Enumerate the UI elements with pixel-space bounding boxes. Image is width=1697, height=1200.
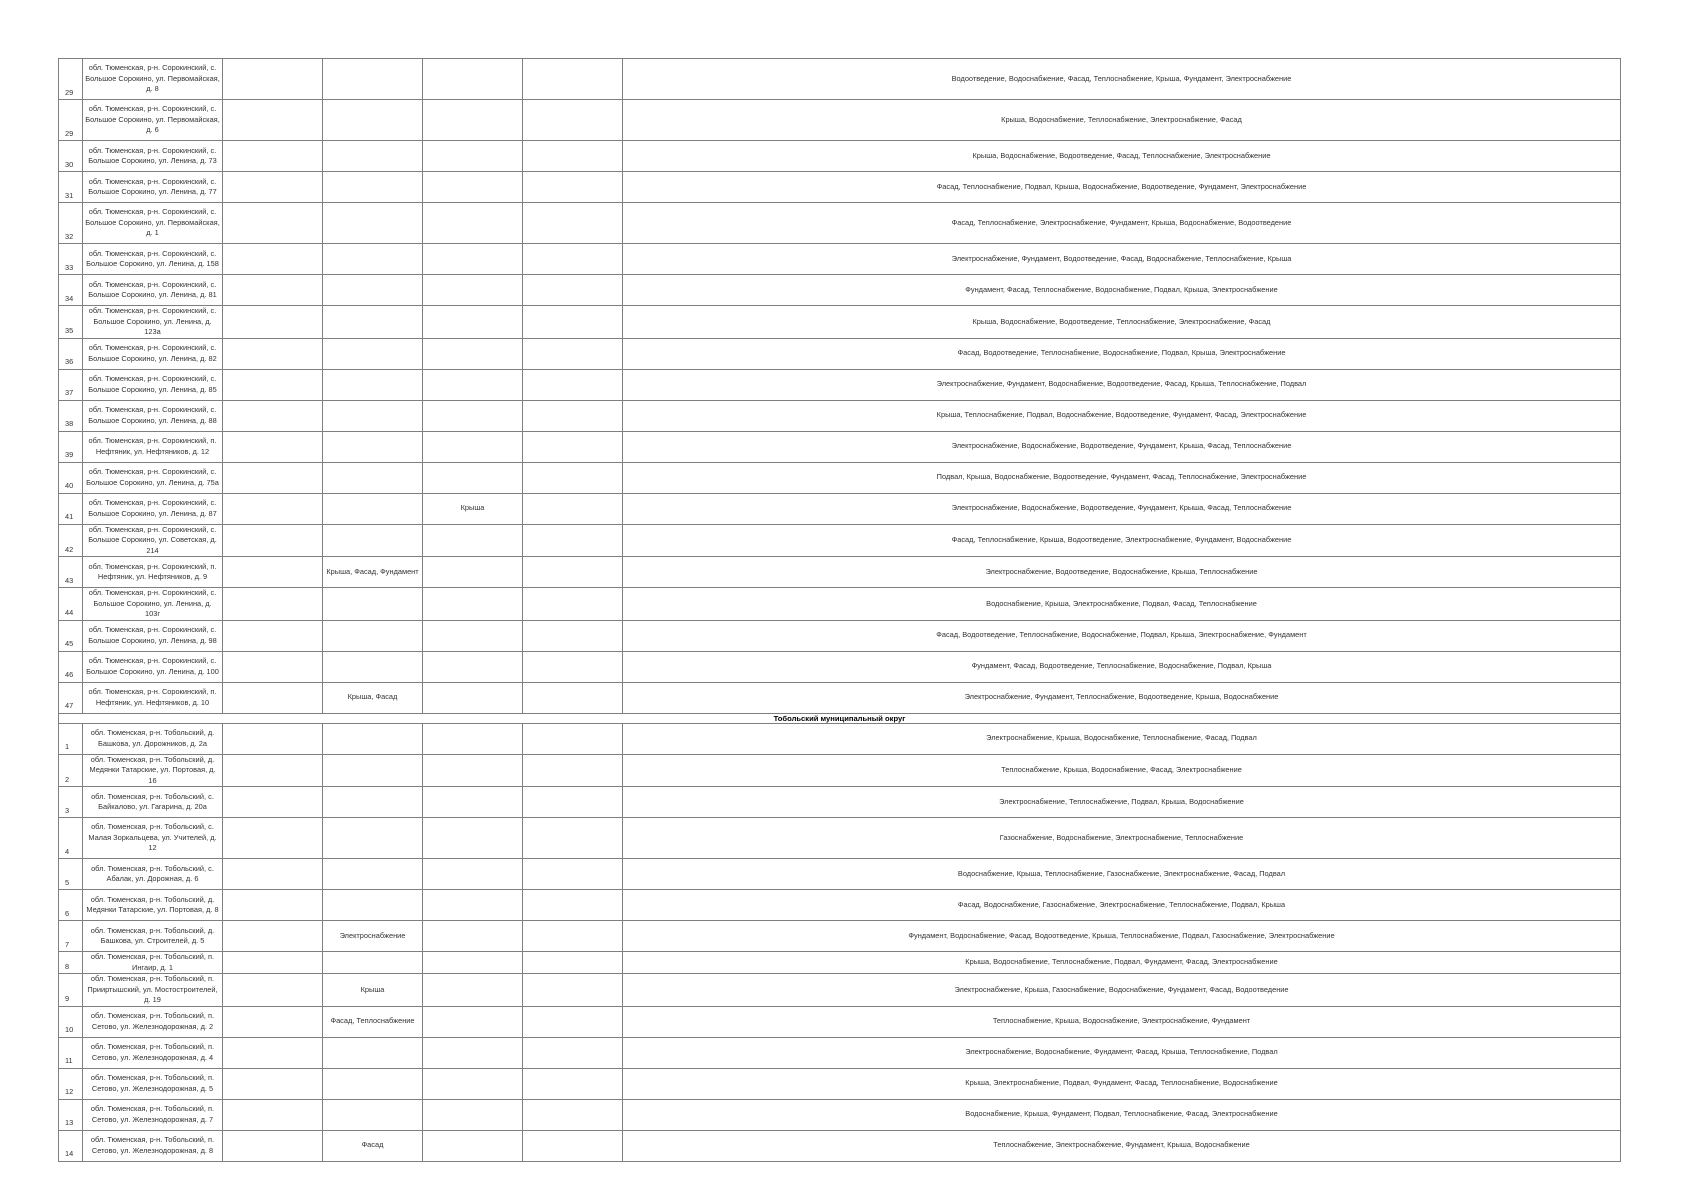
column-5-cell [423, 275, 523, 306]
column-6-cell [523, 431, 623, 462]
column-5-cell [423, 100, 523, 141]
works-list-cell: Крыша, Водоснабжение, Водоотведение, Фасад, Теплоснабжение, Электроснабжение [623, 141, 1621, 172]
table-row [59, 754, 1621, 787]
row-number-cell: 13 [59, 1099, 83, 1130]
column-5-cell [423, 431, 523, 462]
address-cell: обл. Тюменская, р-н. Сорокинский, с. Большое Сорокино, ул. Ленина, д. 98 [83, 620, 223, 651]
column-4-cell [323, 890, 423, 921]
column-4-cell [323, 723, 423, 754]
row-number-cell: 31 [59, 172, 83, 203]
column-6-cell [523, 59, 623, 100]
column-4-cell: Крыша [323, 974, 423, 1007]
column-5-cell [423, 818, 523, 859]
column-5-cell [423, 588, 523, 621]
table-row [59, 890, 1621, 921]
column-6-cell [523, 493, 623, 524]
column-6-cell [523, 952, 623, 974]
works-list-cell: Фундамент, Фасад, Теплоснабжение, Водоснабжение, Подвал, Крыша, Электроснабжение [623, 275, 1621, 306]
works-list-cell: Электроснабжение, Водоснабжение, Водоотведение, Фундамент, Крыша, Фасад, Теплоснабжение [623, 431, 1621, 462]
row-number-cell: 42 [59, 524, 83, 557]
column-4-cell [323, 100, 423, 141]
column-5-cell [423, 952, 523, 974]
column-3-cell [223, 1130, 323, 1161]
column-6-cell [523, 890, 623, 921]
column-6-cell [523, 203, 623, 244]
works-list-cell: Электроснабжение, Крыша, Газоснабжение, Водоснабжение, Фундамент, Фасад, Водоотведение [623, 974, 1621, 1007]
column-6-cell [523, 1099, 623, 1130]
column-4-cell [323, 400, 423, 431]
column-4-cell [323, 1068, 423, 1099]
works-list-cell: Фундамент, Водоснабжение, Фасад, Водоотведение, Крыша, Теплоснабжение, Подвал, Газоснабжение, Электроснабжение [623, 921, 1621, 952]
column-4-cell [323, 818, 423, 859]
column-6-cell [523, 974, 623, 1007]
works-list-cell: Электроснабжение, Фундамент, Теплоснабжение, Водоотведение, Крыша, Водоснабжение [623, 682, 1621, 713]
address-cell: обл. Тюменская, р-н. Тобольский, п. Сетово, ул. Железнодорожная, д. 4 [83, 1037, 223, 1068]
works-list-cell: Газоснабжение, Водоснабжение, Электроснабжение, Теплоснабжение [623, 818, 1621, 859]
address-cell: обл. Тюменская, р-н. Сорокинский, с. Большое Сорокино, ул. Первомайская, д. 1 [83, 203, 223, 244]
column-5-cell [423, 369, 523, 400]
table-row [59, 651, 1621, 682]
row-number-cell: 32 [59, 203, 83, 244]
row-number-cell: 36 [59, 338, 83, 369]
column-3-cell [223, 524, 323, 557]
column-4-cell: Крыша, Фасад [323, 682, 423, 713]
address-cell: обл. Тюменская, р-н. Сорокинский, с. Большое Сорокино, ул. Ленина, д. 81 [83, 275, 223, 306]
address-cell: обл. Тюменская, р-н. Сорокинский, с. Большое Сорокино, ул. Ленина, д. 73 [83, 141, 223, 172]
table-row [59, 620, 1621, 651]
column-6-cell [523, 1130, 623, 1161]
column-3-cell [223, 275, 323, 306]
column-6-cell [523, 275, 623, 306]
column-5-cell [423, 557, 523, 588]
address-cell: обл. Тюменская, р-н. Тобольский, д. Медянки Татарские, ул. Портовая, д. 16 [83, 754, 223, 787]
column-3-cell [223, 306, 323, 339]
table-row [59, 431, 1621, 462]
table-row [59, 338, 1621, 369]
table-row [59, 59, 1621, 100]
column-6-cell [523, 172, 623, 203]
address-cell: обл. Тюменская, р-н. Тобольский, п. Сетово, ул. Железнодорожная, д. 5 [83, 1068, 223, 1099]
column-3-cell [223, 493, 323, 524]
column-5-cell: Крыша [423, 493, 523, 524]
column-3-cell [223, 818, 323, 859]
column-5-cell [423, 651, 523, 682]
column-6-cell [523, 338, 623, 369]
column-4-cell [323, 651, 423, 682]
row-number-cell: 29 [59, 59, 83, 100]
works-list-cell: Фасад, Водоснабжение, Газоснабжение, Электроснабжение, Теплоснабжение, Подвал, Крыша [623, 890, 1621, 921]
works-list-cell: Электроснабжение, Водоснабжение, Фундамент, Фасад, Крыша, Теплоснабжение, Подвал [623, 1037, 1621, 1068]
column-5-cell [423, 59, 523, 100]
column-6-cell [523, 1068, 623, 1099]
row-number-cell: 44 [59, 588, 83, 621]
column-3-cell [223, 1099, 323, 1130]
table-row [59, 369, 1621, 400]
works-list-cell: Крыша, Теплоснабжение, Подвал, Водоснабжение, Водоотведение, Фундамент, Фасад, Электроснабжение [623, 400, 1621, 431]
row-number-cell: 38 [59, 400, 83, 431]
row-number-cell: 33 [59, 244, 83, 275]
row-number-cell: 8 [59, 952, 83, 974]
column-5-cell [423, 338, 523, 369]
table-row [59, 100, 1621, 141]
column-5-cell [423, 890, 523, 921]
column-4-cell [323, 524, 423, 557]
column-3-cell [223, 890, 323, 921]
column-6-cell [523, 651, 623, 682]
works-list-cell: Теплоснабжение, Крыша, Водоснабжение, Фасад, Электроснабжение [623, 754, 1621, 787]
column-5-cell [423, 754, 523, 787]
address-cell: обл. Тюменская, р-н. Тобольский, п. Сетово, ул. Железнодорожная, д. 7 [83, 1099, 223, 1130]
column-4-cell [323, 787, 423, 818]
column-4-cell: Крыша, Фасад, Фундамент [323, 557, 423, 588]
column-4-cell [323, 431, 423, 462]
column-4-cell [323, 244, 423, 275]
column-3-cell [223, 651, 323, 682]
table-row [59, 493, 1621, 524]
table-row [59, 974, 1621, 1007]
row-number-cell: 30 [59, 141, 83, 172]
column-3-cell [223, 369, 323, 400]
row-number-cell: 14 [59, 1130, 83, 1161]
column-5-cell [423, 723, 523, 754]
address-cell: обл. Тюменская, р-н. Сорокинский, с. Большое Сорокино, ул. Первомайская, д. 8 [83, 59, 223, 100]
table-row [59, 818, 1621, 859]
table-body [59, 59, 1621, 1162]
column-4-cell [323, 369, 423, 400]
works-list-cell: Крыша, Водоснабжение, Водоотведение, Теплоснабжение, Электроснабжение, Фасад [623, 306, 1621, 339]
row-number-cell: 47 [59, 682, 83, 713]
row-number-cell: 10 [59, 1006, 83, 1037]
table-row [59, 1006, 1621, 1037]
table-row [59, 275, 1621, 306]
column-6-cell [523, 787, 623, 818]
works-list-cell: Водоснабжение, Крыша, Электроснабжение, Подвал, Фасад, Теплоснабжение [623, 588, 1621, 621]
table-row [59, 921, 1621, 952]
column-4-cell [323, 172, 423, 203]
works-list-cell: Водоотведение, Водоснабжение, Фасад, Теплоснабжение, Крыша, Фундамент, Электроснабжение [623, 59, 1621, 100]
works-list-cell: Фасад, Теплоснабжение, Подвал, Крыша, Водоснабжение, Водоотведение, Фундамент, Электроснабжение [623, 172, 1621, 203]
works-list-cell: Электроснабжение, Водоотведение, Водоснабжение, Крыша, Теплоснабжение [623, 557, 1621, 588]
column-6-cell [523, 859, 623, 890]
column-6-cell [523, 557, 623, 588]
works-list-cell: Электроснабжение, Теплоснабжение, Подвал, Крыша, Водоснабжение [623, 787, 1621, 818]
column-6-cell [523, 818, 623, 859]
table-row [59, 859, 1621, 890]
column-6-cell [523, 524, 623, 557]
address-cell: обл. Тюменская, р-н. Сорокинский, с. Большое Сорокино, ул. Ленина, д. 158 [83, 244, 223, 275]
address-cell: обл. Тюменская, р-н. Тобольский, с. Абалак, ул. Дорожная, д. 6 [83, 859, 223, 890]
column-3-cell [223, 952, 323, 974]
column-4-cell [323, 462, 423, 493]
works-list-cell: Крыша, Водоснабжение, Теплоснабжение, Подвал, Фундамент, Фасад, Электроснабжение [623, 952, 1621, 974]
column-3-cell [223, 1006, 323, 1037]
column-4-cell: Фасад [323, 1130, 423, 1161]
column-4-cell [323, 203, 423, 244]
table-row [59, 723, 1621, 754]
column-4-cell [323, 275, 423, 306]
column-6-cell [523, 682, 623, 713]
column-3-cell [223, 787, 323, 818]
column-5-cell [423, 1006, 523, 1037]
table-row [59, 462, 1621, 493]
row-number-cell: 37 [59, 369, 83, 400]
column-3-cell [223, 462, 323, 493]
column-6-cell [523, 100, 623, 141]
column-5-cell [423, 787, 523, 818]
works-list-cell: Теплоснабжение, Электроснабжение, Фундамент, Крыша, Водоснабжение [623, 1130, 1621, 1161]
address-cell: обл. Тюменская, р-н. Тобольский, д. Башкова, ул. Строителей, д. 5 [83, 921, 223, 952]
column-5-cell [423, 462, 523, 493]
row-number-cell: 43 [59, 557, 83, 588]
column-3-cell [223, 754, 323, 787]
column-3-cell [223, 620, 323, 651]
address-cell: обл. Тюменская, р-н. Тобольский, п. Ингаир, д. 1 [83, 952, 223, 974]
works-list-cell: Электроснабжение, Фундамент, Водоснабжение, Водоотведение, Фасад, Крыша, Теплоснабжение, Подвал [623, 369, 1621, 400]
address-cell: обл. Тюменская, р-н. Сорокинский, п. Нефтяник, ул. Нефтяников, д. 10 [83, 682, 223, 713]
address-cell: обл. Тюменская, р-н. Сорокинский, п. Нефтяник, ул. Нефтяников, д. 9 [83, 557, 223, 588]
section-row [59, 713, 1621, 723]
column-6-cell [523, 921, 623, 952]
works-list-cell: Водоснабжение, Крыша, Фундамент, Подвал, Теплоснабжение, Фасад, Электроснабжение [623, 1099, 1621, 1130]
column-4-cell [323, 1037, 423, 1068]
table-row [59, 1099, 1621, 1130]
row-number-cell: 6 [59, 890, 83, 921]
row-number-cell: 2 [59, 754, 83, 787]
table-row [59, 952, 1621, 974]
address-cell: обл. Тюменская, р-н. Тобольский, с. Малая Зоркальцева, ул. Учителей, д. 12 [83, 818, 223, 859]
column-4-cell [323, 588, 423, 621]
row-number-cell: 3 [59, 787, 83, 818]
column-6-cell [523, 400, 623, 431]
column-4-cell [323, 620, 423, 651]
column-5-cell [423, 1099, 523, 1130]
column-3-cell [223, 1068, 323, 1099]
column-4-cell [323, 338, 423, 369]
row-number-cell: 35 [59, 306, 83, 339]
column-3-cell [223, 1037, 323, 1068]
column-6-cell [523, 1037, 623, 1068]
column-3-cell [223, 172, 323, 203]
works-list-cell: Крыша, Водоснабжение, Теплоснабжение, Электроснабжение, Фасад [623, 100, 1621, 141]
column-5-cell [423, 203, 523, 244]
address-cell: обл. Тюменская, р-н. Сорокинский, с. Большое Сорокино, ул. Ленина, д. 77 [83, 172, 223, 203]
column-3-cell [223, 974, 323, 1007]
works-list-cell: Электроснабжение, Крыша, Водоснабжение, Теплоснабжение, Фасад, Подвал [623, 723, 1621, 754]
column-6-cell [523, 588, 623, 621]
column-3-cell [223, 338, 323, 369]
works-list-cell: Фасад, Теплоснабжение, Электроснабжение, Фундамент, Крыша, Водоснабжение, Водоотведение [623, 203, 1621, 244]
row-number-cell: 41 [59, 493, 83, 524]
table-row [59, 787, 1621, 818]
table-row [59, 1037, 1621, 1068]
column-5-cell [423, 682, 523, 713]
row-number-cell: 9 [59, 974, 83, 1007]
column-5-cell [423, 1068, 523, 1099]
column-6-cell [523, 244, 623, 275]
column-3-cell [223, 141, 323, 172]
works-list-cell: Фасад, Водоотведение, Теплоснабжение, Водоснабжение, Подвал, Крыша, Электроснабжение, Фундамент [623, 620, 1621, 651]
column-6-cell [523, 462, 623, 493]
address-cell: обл. Тюменская, р-н. Сорокинский, п. Нефтяник, ул. Нефтяников, д. 12 [83, 431, 223, 462]
column-4-cell [323, 859, 423, 890]
row-number-cell: 46 [59, 651, 83, 682]
address-cell: обл. Тюменская, р-н. Сорокинский, с. Большое Сорокино, ул. Ленина, д. 75а [83, 462, 223, 493]
column-4-cell [323, 141, 423, 172]
table-row [59, 682, 1621, 713]
column-3-cell [223, 244, 323, 275]
column-5-cell [423, 1037, 523, 1068]
column-3-cell [223, 100, 323, 141]
column-6-cell [523, 369, 623, 400]
address-cell: обл. Тюменская, р-н. Сорокинский, с. Большое Сорокино, ул. Ленина, д. 82 [83, 338, 223, 369]
column-5-cell [423, 921, 523, 952]
column-3-cell [223, 921, 323, 952]
column-6-cell [523, 141, 623, 172]
section-title: Тобольский муниципальный округ [59, 713, 1621, 723]
column-3-cell [223, 203, 323, 244]
table-row [59, 141, 1621, 172]
table-row [59, 1068, 1621, 1099]
row-number-cell: 5 [59, 859, 83, 890]
column-3-cell [223, 859, 323, 890]
address-cell: обл. Тюменская, р-н. Тобольский, п. Прииртышский, ул. Мостостроителей, д. 19 [83, 974, 223, 1007]
row-number-cell: 40 [59, 462, 83, 493]
column-3-cell [223, 557, 323, 588]
column-4-cell [323, 306, 423, 339]
column-5-cell [423, 524, 523, 557]
address-cell: обл. Тюменская, р-н. Тобольский, п. Сетово, ул. Железнодорожная, д. 8 [83, 1130, 223, 1161]
column-4-cell [323, 493, 423, 524]
table-row [59, 172, 1621, 203]
row-number-cell: 45 [59, 620, 83, 651]
column-5-cell [423, 1130, 523, 1161]
works-list-cell: Электроснабжение, Водоснабжение, Водоотведение, Фундамент, Крыша, Фасад, Теплоснабжение [623, 493, 1621, 524]
address-cell: обл. Тюменская, р-н. Тобольский, п. Сетово, ул. Железнодорожная, д. 2 [83, 1006, 223, 1037]
table-row [59, 588, 1621, 621]
address-cell: обл. Тюменская, р-н. Тобольский, д. Медянки Татарские, ул. Портовая, д. 8 [83, 890, 223, 921]
column-4-cell: Фасад, Теплоснабжение [323, 1006, 423, 1037]
column-5-cell [423, 974, 523, 1007]
row-number-cell: 12 [59, 1068, 83, 1099]
column-6-cell [523, 1006, 623, 1037]
row-number-cell: 7 [59, 921, 83, 952]
column-3-cell [223, 682, 323, 713]
works-list-cell: Теплоснабжение, Крыша, Водоснабжение, Электроснабжение, Фундамент [623, 1006, 1621, 1037]
works-list-cell: Электроснабжение, Фундамент, Водоотведение, Фасад, Водоснабжение, Теплоснабжение, Крыша [623, 244, 1621, 275]
row-number-cell: 39 [59, 431, 83, 462]
works-list-cell: Фасад, Теплоснабжение, Крыша, Водоотведение, Электроснабжение, Фундамент, Водоснабжение [623, 524, 1621, 557]
column-6-cell [523, 306, 623, 339]
row-number-cell: 1 [59, 723, 83, 754]
address-cell: обл. Тюменская, р-н. Сорокинский, с. Большое Сорокино, ул. Ленина, д. 103г [83, 588, 223, 621]
works-list-cell: Крыша, Электроснабжение, Подвал, Фундамент, Фасад, Теплоснабжение, Водоснабжение [623, 1068, 1621, 1099]
works-list-cell: Водоснабжение, Крыша, Теплоснабжение, Газоснабжение, Электроснабжение, Фасад, Подвал [623, 859, 1621, 890]
address-cell: обл. Тюменская, р-н. Сорокинский, с. Большое Сорокино, ул. Ленина, д. 100 [83, 651, 223, 682]
column-6-cell [523, 723, 623, 754]
column-4-cell [323, 59, 423, 100]
works-list-cell: Фасад, Водоотведение, Теплоснабжение, Водоснабжение, Подвал, Крыша, Электроснабжение [623, 338, 1621, 369]
table-row [59, 524, 1621, 557]
table-row [59, 244, 1621, 275]
table-row [59, 306, 1621, 339]
table-row [59, 557, 1621, 588]
address-cell: обл. Тюменская, р-н. Сорокинский, с. Большое Сорокино, ул. Ленина, д. 88 [83, 400, 223, 431]
column-4-cell [323, 754, 423, 787]
column-5-cell [423, 859, 523, 890]
table-row [59, 203, 1621, 244]
column-4-cell [323, 952, 423, 974]
column-6-cell [523, 620, 623, 651]
column-5-cell [423, 400, 523, 431]
works-list-cell: Подвал, Крыша, Водоснабжение, Водоотведение, Фундамент, Фасад, Теплоснабжение, Электроснабжение [623, 462, 1621, 493]
column-5-cell [423, 306, 523, 339]
column-3-cell [223, 588, 323, 621]
table-row [59, 1130, 1621, 1161]
column-3-cell [223, 59, 323, 100]
column-3-cell [223, 723, 323, 754]
row-number-cell: 4 [59, 818, 83, 859]
column-4-cell [323, 1099, 423, 1130]
column-5-cell [423, 244, 523, 275]
column-3-cell [223, 431, 323, 462]
works-list-cell: Фундамент, Фасад, Водоотведение, Теплоснабжение, Водоснабжение, Подвал, Крыша [623, 651, 1621, 682]
column-5-cell [423, 620, 523, 651]
column-4-cell: Электроснабжение [323, 921, 423, 952]
address-cell: обл. Тюменская, р-н. Сорокинский, с. Большое Сорокино, ул. Ленина, д. 87 [83, 493, 223, 524]
table-row [59, 400, 1621, 431]
address-cell: обл. Тюменская, р-н. Тобольский, д. Башкова, ул. Дорожников, д. 2а [83, 723, 223, 754]
column-5-cell [423, 141, 523, 172]
row-number-cell: 29 [59, 100, 83, 141]
column-6-cell [523, 754, 623, 787]
address-cell: обл. Тюменская, р-н. Сорокинский, с. Большое Сорокино, ул. Первомайская, д. 6 [83, 100, 223, 141]
works-table [58, 58, 1621, 1162]
address-cell: обл. Тюменская, р-н. Тобольский, с. Байкалово, ул. Гагарина, д. 20а [83, 787, 223, 818]
address-cell: обл. Тюменская, р-н. Сорокинский, с. Большое Сорокино, ул. Ленина, д. 123а [83, 306, 223, 339]
address-cell: обл. Тюменская, р-н. Сорокинский, с. Большое Сорокино, ул. Ленина, д. 85 [83, 369, 223, 400]
column-3-cell [223, 400, 323, 431]
row-number-cell: 11 [59, 1037, 83, 1068]
address-cell: обл. Тюменская, р-н. Сорокинский, с. Большое Сорокино, ул. Советская, д. 214 [83, 524, 223, 557]
row-number-cell: 34 [59, 275, 83, 306]
column-5-cell [423, 172, 523, 203]
